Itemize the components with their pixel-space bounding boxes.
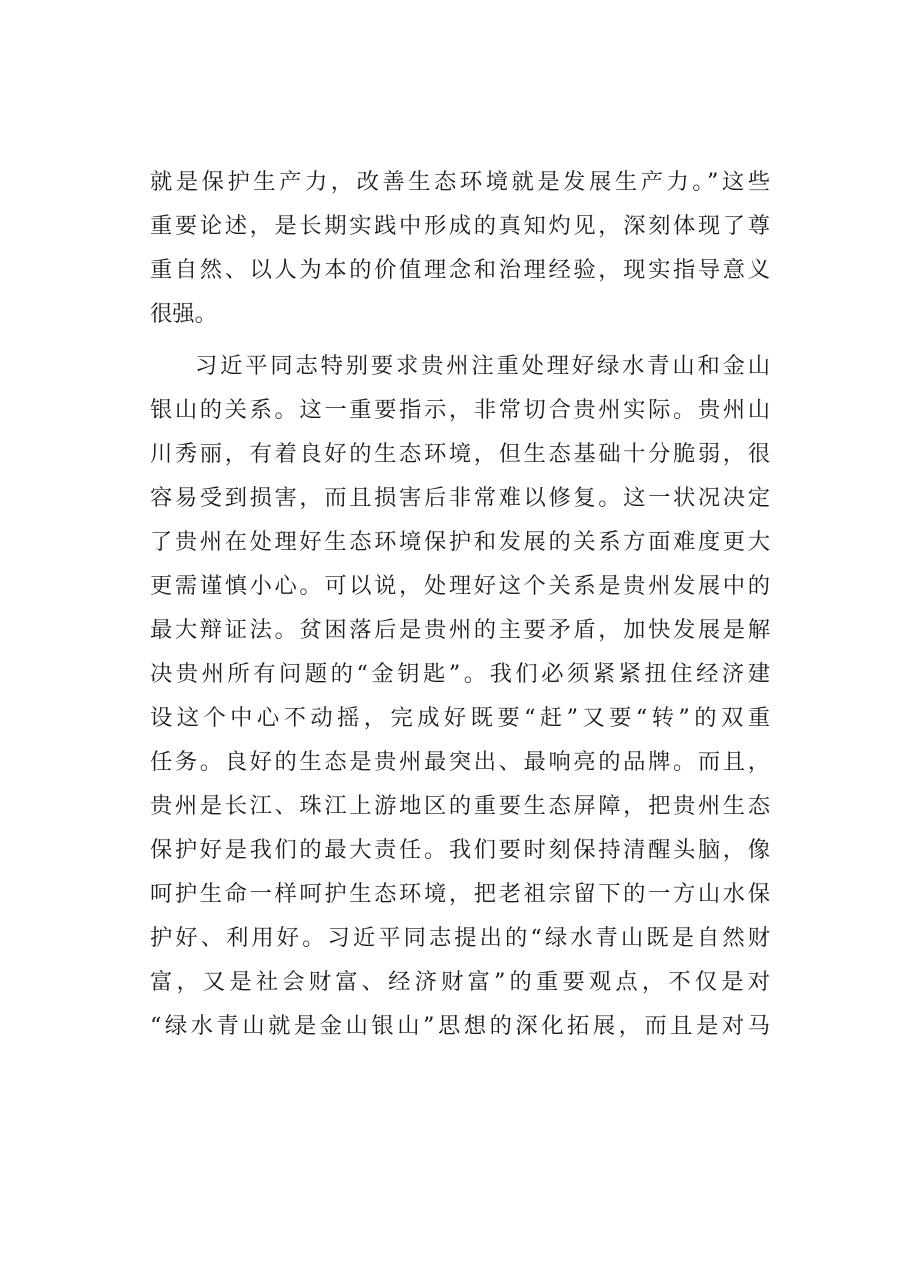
text-line: “绿水青山就是金山银山”思想的深化拓展，而且是对马 (150, 1013, 770, 1039)
text-line: 设这个中心不动摇，完成好既要“赶”又要“转”的双重 (150, 705, 770, 731)
text-line: 很强。 (150, 301, 217, 327)
text-line: 就是保护生产力，改善生态环境就是发展生产力。”这些 (150, 169, 770, 195)
paragraph-gap (150, 336, 770, 344)
paragraph-2 (150, 344, 770, 1048)
text-line: 川秀丽，有着良好的生态环境，但生态基础十分脆弱，很 (150, 441, 770, 467)
text-line: 贵州是长江、珠江上游地区的重要生态屏障，把贵州生态 (150, 793, 770, 819)
text-line: 重要论述，是长期实践中形成的真知灼见，深刻体现了尊 (150, 213, 770, 239)
text-line: 最大辩证法。贫困落后是贵州的主要矛盾，加快发展是解 (150, 617, 770, 643)
paragraph-1 (150, 160, 770, 336)
text-line: 富，又是社会财富、经济财富”的重要观点，不仅是对 (150, 969, 770, 995)
text-line: 决贵州所有问题的“金钥匙”。我们必须紧紧扭住经济建 (150, 661, 770, 687)
text-line: 了贵州在处理好生态环境保护和发展的关系方面难度更大 (150, 529, 770, 555)
text-line: 容易受到损害，而且损害后非常难以修复。这一状况决定 (150, 485, 770, 511)
text-line: 护好、利用好。习近平同志提出的“绿水青山既是自然财 (150, 925, 770, 951)
body-text (150, 160, 770, 1048)
text-line: 任务。良好的生态是贵州最突出、最响亮的品牌。而且， (150, 749, 770, 775)
text-line: 重自然、以人为本的价值理念和治理经验，现实指导意义 (150, 257, 770, 283)
text-line: 保护好是我们的最大责任。我们要时刻保持清醒头脑，像 (150, 837, 770, 863)
text-line: 银山的关系。这一重要指示，非常切合贵州实际。贵州山 (150, 397, 770, 423)
text-line: 更需谨慎小心。可以说，处理好这个关系是贵州发展中的 (150, 573, 770, 599)
text-line: 习近平同志特别要求贵州注重处理好绿水青山和金山 (195, 353, 770, 379)
text-line: 呵护生命一样呵护生态环境，把老祖宗留下的一方山水保 (150, 881, 770, 907)
